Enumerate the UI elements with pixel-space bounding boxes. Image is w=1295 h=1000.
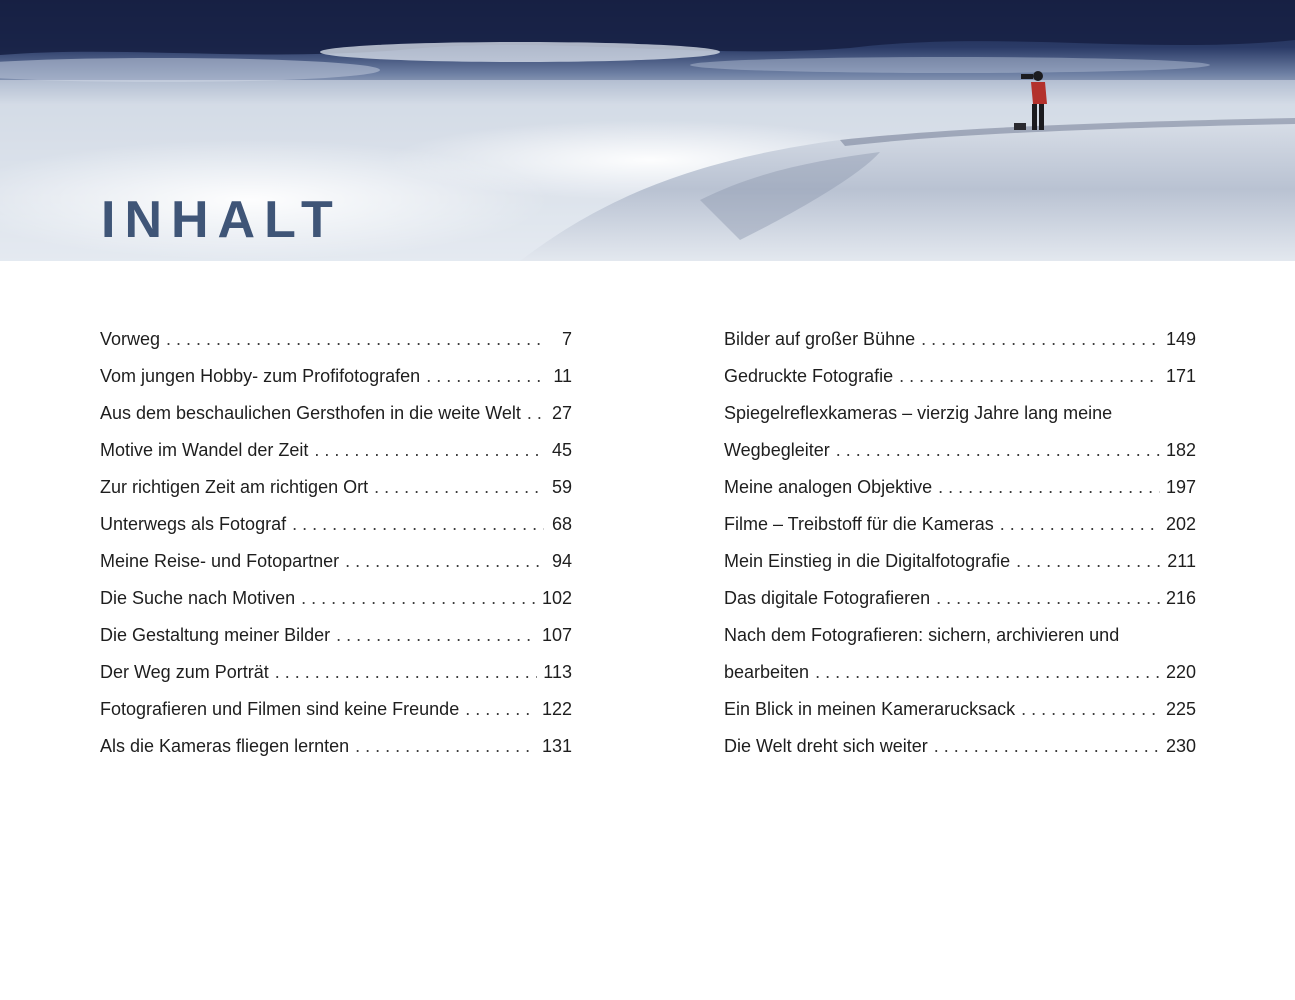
toc-entry-page: 102 [541,588,572,608]
toc-entry-page: 171 [1165,366,1196,386]
toc-entry [100,432,572,469]
toc-entry-page: 216 [1165,588,1196,608]
toc-entry [100,728,572,765]
toc-left-column [100,321,572,765]
toc-entry-title: Filme – Treibstoff für die Kameras [724,514,994,534]
toc-entry [100,469,572,506]
toc-entry-page: 131 [541,736,572,756]
toc-entry-page: 220 [1165,662,1196,682]
toc-entry-page: 7 [561,329,572,349]
toc-leader-dots [345,543,544,580]
toc-entry [724,506,1196,543]
toc-entry-page: 225 [1165,699,1196,719]
toc-leader-dots [292,506,544,543]
toc-entry-page: 149 [1165,329,1196,349]
toc-leader-dots [374,469,544,506]
toc-leader-dots [314,432,544,469]
toc-entry-title: Zur richtigen Zeit am richtigen Ort [100,477,369,497]
toc-entry-page: 11 [553,366,572,386]
toc-entry-title: Als die Kameras fliegen lernten [100,736,350,756]
toc-entry-page: 27 [551,403,572,423]
toc-entry [100,654,572,691]
toc-leader-dots [836,432,1160,469]
toc-entry-page: 122 [541,699,572,719]
toc-leader-dots [938,469,1160,506]
toc-entry-title: Meine Reise- und Fotopartner [100,551,340,571]
toc-entry-title: Das digitale Fotografieren [724,588,931,608]
toc-entry [100,395,572,432]
toc-leader-dots [936,580,1160,617]
toc-entry [100,543,572,580]
toc-entry-page: 113 [543,662,572,682]
toc-entry-title: Mein Einstieg in die Digitalfotografie [724,551,1011,571]
toc-entry-title: Ein Blick in meinen Kamerarucksack [724,699,1016,719]
toc-leader-dots [934,728,1160,765]
toc-entry-title: Vorweg [100,329,161,349]
toc-entry-title: Bilder auf großer Bühne [724,329,916,349]
toc-entry-page: 45 [551,440,572,460]
toc-entry [724,543,1196,580]
toc-entry-title: Die Suche nach Motiven [100,588,296,608]
toc-entry-title: Fotografieren und Filmen sind keine Freunde [100,699,460,719]
toc-leader-dots [465,691,536,728]
toc-entry [724,358,1196,395]
toc-entry-page: 182 [1165,440,1196,460]
toc-entry-page: 197 [1165,477,1196,497]
toc-leader-dots [426,358,544,395]
toc-entry-title: Aus dem beschaulichen Gersthofen in die weite Welt [100,403,521,423]
toc-leader-dots [301,580,536,617]
toc-leader-dots [1000,506,1160,543]
toc-entry-title: Motive im Wandel der Zeit [100,440,309,460]
toc-entry-page: 94 [551,551,572,571]
toc-leader-dots [355,728,536,765]
toc-leader-dots [336,617,536,654]
toc-entry-title: Die Gestaltung meiner Bilder [100,625,331,645]
toc-leader-dots [275,654,538,691]
toc-right-column [724,321,1196,765]
toc-entry [724,691,1196,728]
toc-entry-title: Meine analogen Objektive [724,477,933,497]
toc-entry [100,321,572,358]
toc-entry [724,580,1196,617]
toc-entry-title-line1: Nach dem Fotografieren: sichern, archivieren und [724,625,1120,645]
toc-entry-title: Gedruckte Fotografie [724,366,894,386]
toc-entry [724,469,1196,506]
toc-leader-dots [1021,691,1160,728]
toc-leader-dots [166,321,544,358]
toc-entry [100,506,572,543]
toc-entry-title: Wegbegleiter [724,440,830,460]
toc-entry-title: Vom jungen Hobby- zum Profifotografen [100,366,421,386]
toc-leader-dots [1016,543,1161,580]
toc-entry [724,728,1196,765]
toc-entry-title: Die Welt dreht sich weiter [724,736,928,756]
toc-entry [100,691,572,728]
toc-entry-first-line [724,395,1196,432]
toc-leader-dots [527,395,544,432]
toc-entry [100,580,572,617]
toc-entry-page: 68 [551,514,572,534]
toc-entry-title-line1: Spiegelreflexkameras – vierzig Jahre lang meine [724,403,1113,423]
toc-entry-page: 230 [1165,736,1196,756]
toc-entry-page: 59 [551,477,572,497]
toc-leader-dots [899,358,1160,395]
toc-entry-first-line [724,617,1196,654]
toc-leader-dots [921,321,1160,358]
toc-entry-title: Der Weg zum Porträt [100,662,269,682]
toc-entry-title: bearbeiten [724,662,810,682]
toc-entry-title: Unterwegs als Fotograf [100,514,287,534]
toc-entry [100,358,572,395]
toc-leader-dots [815,654,1160,691]
toc-entry [100,617,572,654]
toc-entry [724,654,1196,691]
page-title: INHALT [101,191,342,249]
toc-entry [724,432,1196,469]
toc-entry [724,321,1196,358]
header-photo [0,0,1295,261]
toc-entry-page: 107 [541,625,572,645]
toc-entry-page: 211 [1167,551,1196,571]
toc-entry-page: 202 [1165,514,1196,534]
